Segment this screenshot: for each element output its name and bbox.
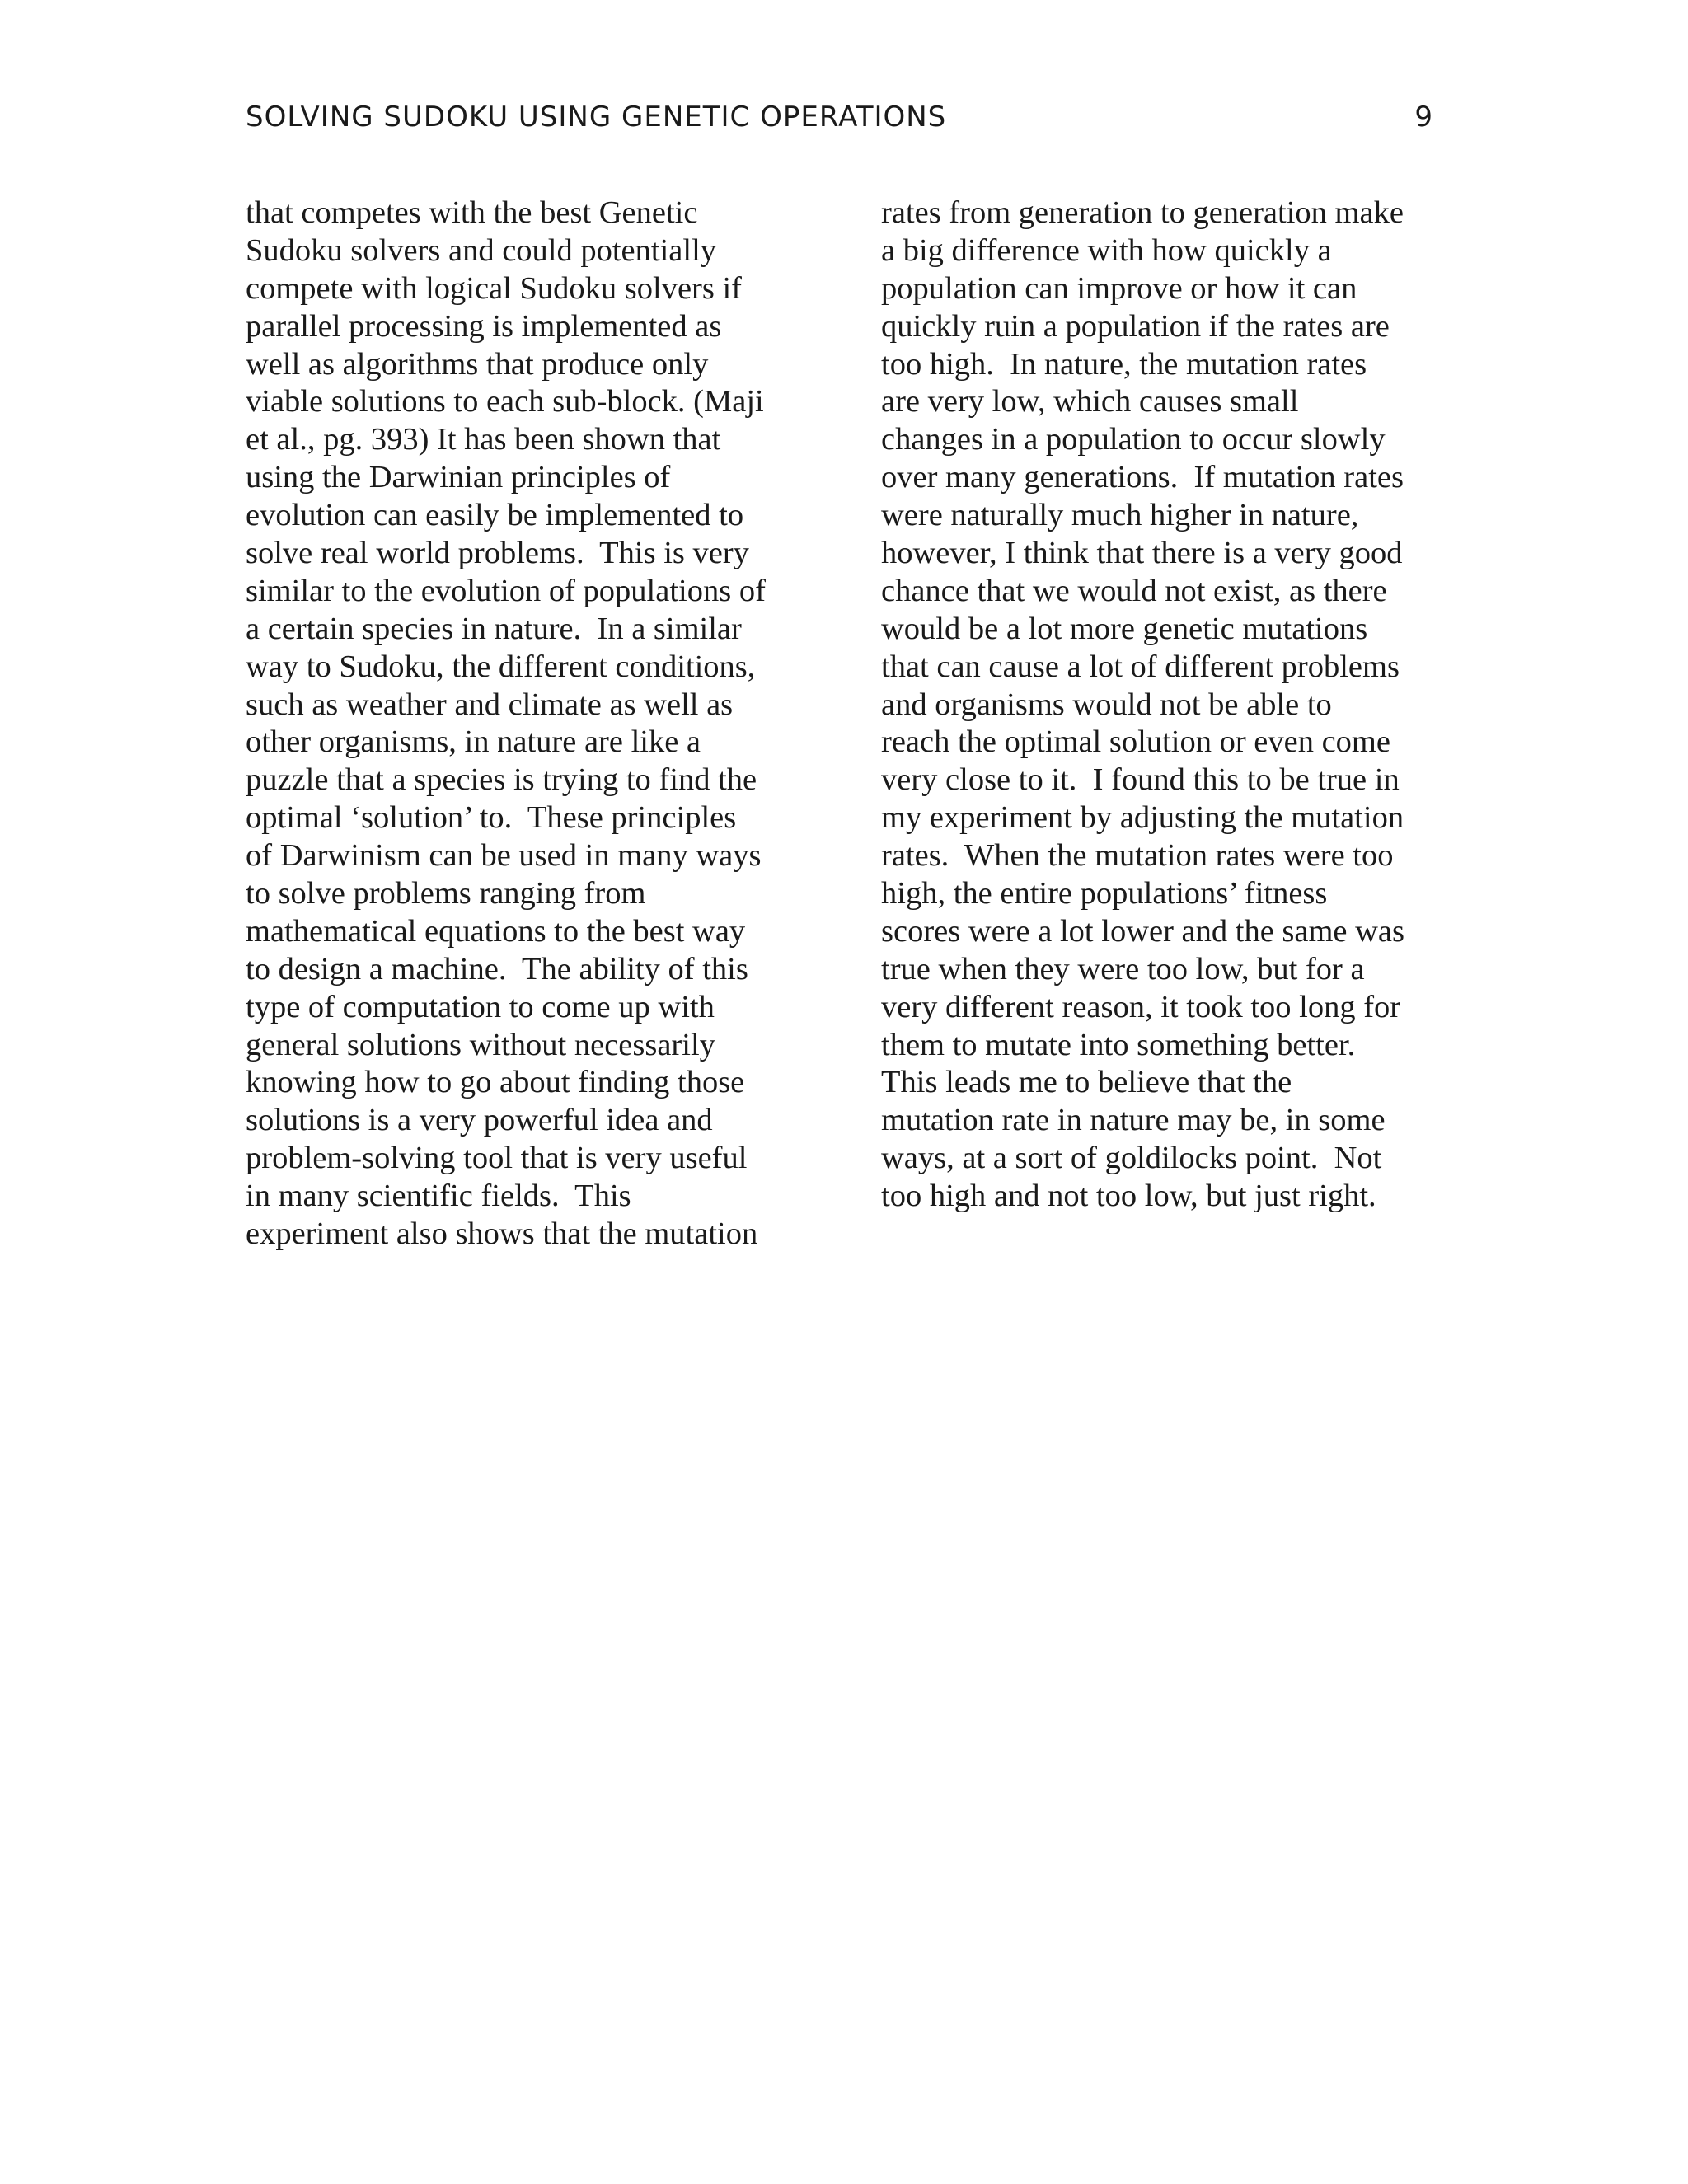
text-line: population can improve or how it can bbox=[881, 270, 1357, 306]
text-line: to solve problems ranging from bbox=[246, 876, 646, 912]
text-line: my experiment by adjusting the mutation bbox=[881, 800, 1404, 836]
body-column-right bbox=[881, 194, 1404, 1216]
text-line: changes in a population to occur slowly bbox=[881, 422, 1386, 457]
text-line: are very low, which causes small bbox=[881, 384, 1299, 419]
text-line: over many generations. If mutation rates bbox=[881, 460, 1404, 495]
text-line: puzzle that a species is trying to find the bbox=[246, 762, 757, 798]
running-head: SOLVING SUDOKU USING GENETIC OPERATIONS bbox=[246, 101, 947, 134]
text-line: a certain species in nature. In a similar bbox=[246, 611, 742, 646]
text-line: scores were a lot lower and the same was bbox=[881, 913, 1405, 949]
text-line: that can cause a lot of different problems bbox=[881, 649, 1400, 684]
text-line: them to mutate into something better. bbox=[881, 1027, 1356, 1062]
text-line: however, I think that there is a very good bbox=[881, 536, 1403, 571]
text-line: such as weather and climate as well as bbox=[246, 687, 734, 722]
text-line: rates from generation to generation make bbox=[881, 195, 1404, 230]
text-line: were naturally much higher in nature, bbox=[881, 498, 1359, 533]
text-line: mutation rate in nature may be, in some bbox=[881, 1103, 1386, 1138]
text-line: a big difference with how quickly a bbox=[881, 232, 1332, 268]
text-line: way to Sudoku, the different conditions, bbox=[246, 649, 756, 684]
text-line: and organisms would not be able to bbox=[881, 687, 1332, 722]
text-line: too high. In nature, the mutation rates bbox=[881, 346, 1367, 382]
text-line: Sudoku solvers and could potentially bbox=[246, 232, 717, 268]
text-line: well as algorithms that produce only bbox=[246, 346, 709, 382]
text-line: knowing how to go about finding those bbox=[246, 1065, 745, 1100]
text-line: viable solutions to each sub-block. (Maji bbox=[246, 384, 764, 419]
text-line: type of computation to come up with bbox=[246, 989, 715, 1024]
text-line: reach the optimal solution or even come bbox=[881, 724, 1390, 760]
text-line: quickly ruin a population if the rates are bbox=[881, 308, 1390, 344]
text-line: in many scientific fields. This bbox=[246, 1179, 631, 1214]
text-line: solutions is a very powerful idea and bbox=[246, 1103, 713, 1138]
text-line: ways, at a sort of goldilocks point. Not bbox=[881, 1141, 1382, 1176]
text-line: experiment also shows that the mutation bbox=[246, 1216, 758, 1252]
text-line: other organisms, in nature are like a bbox=[246, 724, 701, 760]
page-number: 9 bbox=[1414, 101, 1432, 134]
text-line: This leads me to believe that the bbox=[881, 1065, 1292, 1100]
body-column-left bbox=[246, 194, 766, 1254]
text-line: similar to the evolution of populations of bbox=[246, 573, 766, 608]
text-line: mathematical equations to the best way bbox=[246, 913, 746, 949]
text-line: compete with logical Sudoku solvers if bbox=[246, 270, 742, 306]
text-line: too high and not too low, but just right. bbox=[881, 1179, 1376, 1214]
text-line: chance that we would not exist, as there bbox=[881, 573, 1387, 608]
text-line: et al., pg. 393) It has been shown that bbox=[246, 422, 721, 457]
text-line: high, the entire populations’ fitness bbox=[881, 876, 1328, 912]
text-line: using the Darwinian principles of bbox=[246, 460, 671, 495]
text-line: very different reason, it took too long for bbox=[881, 989, 1401, 1024]
text-line: parallel processing is implemented as bbox=[246, 308, 722, 344]
text-line: rates. When the mutation rates were too bbox=[881, 838, 1394, 874]
text-line: would be a lot more genetic mutations bbox=[881, 611, 1368, 646]
text-line: true when they were too low, but for a bbox=[881, 951, 1365, 987]
text-line: very close to it. I found this to be true in bbox=[881, 762, 1400, 798]
text-line: evolution can easily be implemented to bbox=[246, 498, 744, 533]
text-line: optimal ‘solution’ to. These principles bbox=[246, 800, 737, 836]
text-line: to design a machine. The ability of this bbox=[246, 951, 748, 987]
text-line: that competes with the best Genetic bbox=[246, 195, 698, 230]
text-line: general solutions without necessarily bbox=[246, 1027, 715, 1062]
text-line: of Darwinism can be used in many ways bbox=[246, 838, 762, 874]
text-line: solve real world problems. This is very bbox=[246, 536, 749, 571]
text-line: problem-solving tool that is very useful bbox=[246, 1141, 748, 1176]
